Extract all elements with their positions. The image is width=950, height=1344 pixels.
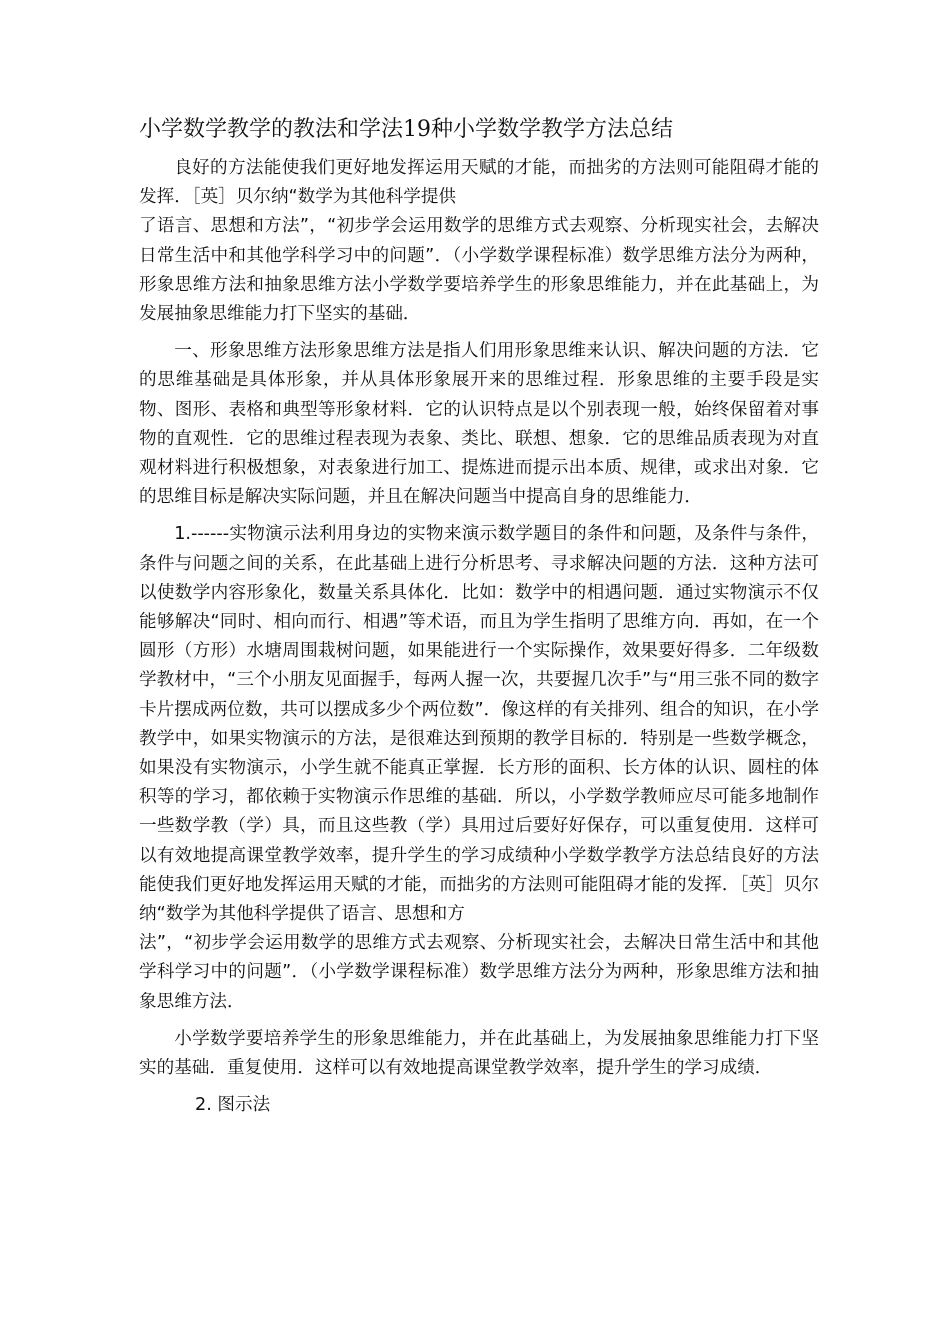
document-title: 小学数学教学的教法和学法19种小学数学教学方法总结 [139,117,673,142]
paragraph-method-one-continued: 法”，“初步学会运用数学的思维方式去观察、分析现实社会，去解决日常生活中和其他学科学习中的问题”．（小学数学课程标准）数学思维方法分为两种，形象思维方法和抽象思维方法． [139,933,819,1012]
paragraph-method-one: 1.------实物演示法利用身边的实物来演示数学题目的条件和问题，及条件与条件，条件与问题之间的关系，在此基础上进行分析思考、寻求解决问题的方法．这种方法可以使数学内容形象化，数量关系具体化．比如：数学中的相遇问题．通过实物演示不仅能够解决“同时、相向而行、相遇”等术语，而且为学生指明了思维方向．再如，在一个圆形（方形）水塘周围栽树问题，如果能进行一个实际操作，效果要好得多．二年级数学教材中，“三个小朋友见面握手，每两人握一次，共要握几次手”与“用三张不同的数字卡片摆成两位数，共可以摆成多少个两位数”．像这样的有关排列、组合的知识，在小学教学中，如果实物演示的方法，是很难达到预期的教学目标的．特别是一些数学概念，如果没有实物演示，小学生就不能真正掌握．长方形的面积、长方体的认识、圆柱的体积等的学习，都依赖于实物演示作思维的基础．所以，小学数学教师应尽可能多地制作一些数学教（学）具，而且这些教（学）具用过后要好好保存，可以重复使用．这样可以有效地提高课堂教学效率，提升学生的学习成绩种小学数学教学方法总结良好的方法能使我们更好地发挥运用天赋的才能，而拙劣的方法则可能阻碍才能的发挥．［英］贝尔纳“数学为其他科学提供了语言、思想和方 [139,524,819,925]
paragraph-section-one: 一、形象思维方法形象思维方法是指人们用形象思维来认识、解决问题的方法．它的思维基础是具体形象，并从具体形象展开来的思维过程．形象思维的主要手段是实物、图形、表格和典型等形象材料．它的认识特点是以个别表现一般，始终保留着对事物的直观性．它的思维过程表现为表象、类比、联想、想象．它的思维品质表现为对直观材料进行积极想象，对表象进行加工、提炼进而提示出本质、规律，或求出对象．它的思维目标是解决实际问题，并且在解决问题当中提高自身的思维能力． [139,341,819,508]
document-page [139,112,819,1121]
paragraph-intro-continued: 了语言、思想和方法”，“初步学会运用数学的思维方式去观察、分析现实社会，去解决日常生活中和其他学科学习中的问题”．（小学数学课程标准）数学思维方法分为两种，形象思维方法和抽象思维方法小学数学要培养学生的形象思维能力，并在此基础上，为发展抽象思维能力打下坚实的基础． [139,216,819,325]
paragraph-intro: 良好的方法能使我们更好地发挥运用天赋的才能，而拙劣的方法则可能阻碍才能的发挥．［英］贝尔纳“数学为其他科学提供 [139,158,819,208]
paragraph-summary: 小学数学要培养学生的形象思维能力，并在此基础上，为发展抽象思维能力打下坚实的基础．重复使用．这样可以有效地提高课堂教学效率，提升学生的学习成绩． [139,1028,819,1079]
subheading-diagram-method: 2. 图示法 [195,1095,271,1116]
